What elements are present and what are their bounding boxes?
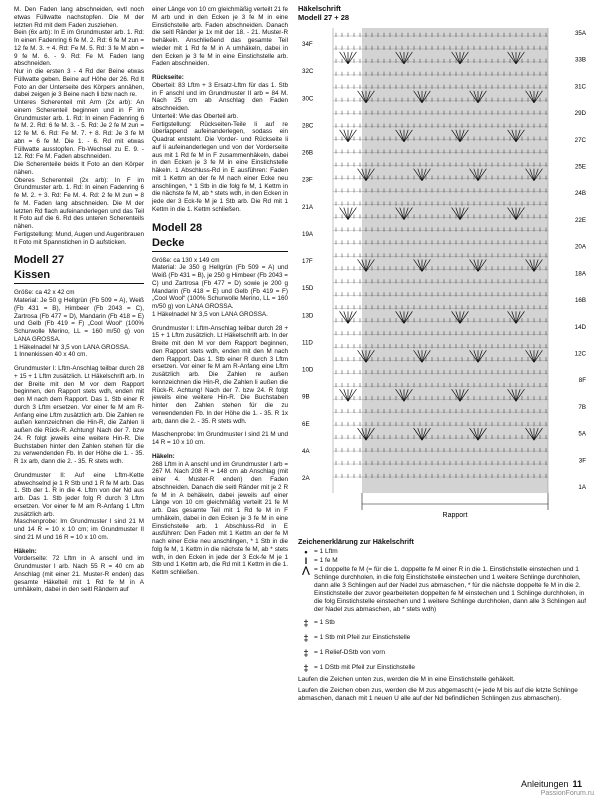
row-label-right: 29D xyxy=(574,110,586,118)
row-label-left: 10D xyxy=(302,366,314,374)
treble-icon: ‡ xyxy=(303,618,309,628)
legend-item: ‡ = 1 Stb mit Pfeil zur Einstichstelle xyxy=(298,634,590,642)
cluster-stitch xyxy=(344,311,348,323)
cluster-stitch xyxy=(348,208,352,220)
haekeln-heading: Häkeln: xyxy=(152,452,175,460)
cushion-info: 1 Innenkissen 40 x 40 cm. xyxy=(14,351,88,359)
row-label-right: 24B xyxy=(574,190,586,198)
row-label-left: 6E xyxy=(302,420,310,428)
cluster-stitch xyxy=(344,52,348,64)
dtr-arrow-icon: ‡ xyxy=(303,663,309,673)
haekeln-heading: Häkeln: xyxy=(14,547,37,555)
cluster-stitch xyxy=(348,311,356,323)
legend-note: Laufen die Zeichen unten zus, werden die M in eine Einstichstelle gehäkelt. xyxy=(298,676,515,683)
page-number: 11 xyxy=(572,779,582,789)
row-label-left: 19A xyxy=(302,230,314,238)
row-label-right: 22E xyxy=(574,216,586,224)
row-label-right: 20A xyxy=(574,243,586,251)
paragraph: Bein (6x arb): In E im Grundmuster arb. 1. Rd: In einen Fadenring 6 fe M. 2. Rd: 6 fe M zun = 12 fe M. 3. + 4. Rd: Fe M. 5. Rd: 3 fe M abn = 9 fe M. 6. - 9. Rd: Fe M. Faden lang abschneiden. xyxy=(14,29,144,68)
pattern-2: Grundmuster II: Auf eine Lftm-Kette abwechselnd je 1 R Stb und 1 R fe M arb. Das 1. Stb der 1. R in die 4. Lftm von der Nd aus arb. Das 1. Stb jeder folg R durch 3 Lftm ersetzen. Vor einer fe M am R-Anfang 1 Lftm zusätzlich arb. xyxy=(14,471,144,518)
cluster-stitch xyxy=(348,52,352,64)
paragraph: Die Scherenteile beids lt Foto an den Körper nähen. xyxy=(14,161,144,176)
column-middle xyxy=(152,6,288,577)
row-label-left: 11D xyxy=(302,339,313,347)
gauge: Maschenprobe: Im Grundmuster I sind 21 M und 14 R = 10 x 10 cm. xyxy=(152,431,288,446)
paragraph: 268 Lftm in A anschl und im Grundmuster I arb = 267 M. Nach 208 R = 148 cm ab Anschlag (mit einer 4. Muster-R enden) den Faden abschneiden. Danach die seitl Ränder mit je 2 R fe M in A behäkeln, dabei jeweils auf einer Länge von 10 cm gleichmäßig verteilt 21 fe M arb. Das gesamte Teil mit 1 Rd fe M in F umhäkeln, dabei in den Ecken je 3 fe M in eine Einstichstelle arb. 1 Abschluss-Rd in E ausführen: Den Faden mit 1 Kettm an der fe M nach einer Ecke neu anschlingen, * 1 Stb in die folg fe M, 1 Kettm in die nächste fe M, ab * stets wdh, in den Ecken in jede der 3 Eck-fe M je 1 Stb und 1 Kettm arb, die Rd mit 1 Kettm in die 1. Kettm schließen. xyxy=(152,460,288,576)
material-info: Material: Je 50 g Hellgrün (Fb 509 = A), Weiß (Fb 431 = B), Himbeer (Fb 2043 = C), Zartrosa (Fb 477 = D), Mandarin (Fb 418 = E) und Gelb (Fb 419 = F) „Cool Wool“ (100% Schurwolle Merino, LL = 160 m/50 g) von LANA GROSSA. xyxy=(14,297,144,343)
cluster-stitch xyxy=(344,389,348,401)
row-label-right: 25E xyxy=(574,163,586,171)
cluster-stitch xyxy=(348,130,356,142)
cluster-stitch xyxy=(340,208,348,220)
row-label-left: 9B xyxy=(302,393,310,401)
paragraph: Nur in die ersten 3 - 4 Rd der Beine etwas Füllwatte geben. Beine auf Höhe der 26. Rd lt Foto an der Unterseite des Körpers annähen, dabei zeigen je 3 Beine nach li bzw nach re. xyxy=(14,68,144,99)
cluster-stitch xyxy=(340,130,348,142)
row-label-left: 13D xyxy=(302,312,314,320)
row-label-left: 17F xyxy=(302,258,313,265)
treble-arrow-icon: ‡ xyxy=(303,633,309,643)
watermark: PassionForum.ru xyxy=(540,790,594,797)
column-left xyxy=(14,6,144,594)
paragraph: Oberes Scherenteil (2x arb): In F im Grundmuster arb. 1. Rd: In einen Fadenring 6 fe M. 2. + 3. Rd: Fe M. 4. Rd: 2 fe M zun = 8 fe M. Faden lang abschneiden. Die M der letzten Rd flach aufeinanderlegen und das Teil lt Foto auf die 6. Rd des unteren Scherenteils nähen. xyxy=(14,176,144,230)
row-label-right: 14D xyxy=(574,323,586,331)
model-28-subtitle: Decke xyxy=(152,237,288,252)
rapport-label: Rapport xyxy=(442,512,468,519)
row-label-left: 32C xyxy=(302,68,314,76)
rueckseite-heading: Rückseite: xyxy=(152,74,184,81)
cluster-stitch xyxy=(344,208,348,220)
row-label-left: 34F xyxy=(302,41,313,48)
row-label-right: 35A xyxy=(574,30,586,37)
row-label-right: 18A xyxy=(574,270,586,278)
material-info: Material: Je 350 g Hellgrün (Fb 509 = A) und Weiß (Fb 431 = B), je 250 g Himbeer (Fb 2043 = C) und Zartrosa (Fb 477 = D) sowie je 200 g Mandarin (Fb 418 = E) und Gelb (Fb 419 = F) „Cool Wool“ (100% Schurwolle Merino, LL = 160 m/50 g) von LANA GROSSA. xyxy=(152,264,288,310)
paragraph: Unterteil: Wie das Oberteil arb. xyxy=(152,112,239,120)
row-label-right: 3F xyxy=(578,457,586,465)
cluster-stitch xyxy=(340,52,348,64)
cluster-stitch xyxy=(348,311,352,323)
relief-dtr-icon: ‡ xyxy=(303,648,309,658)
row-label-left: 2A xyxy=(302,475,310,482)
chain-symbol-icon: • xyxy=(304,547,308,557)
legend-item: ⋀ = 1 doppelte fe M (= für die 1. doppelte fe M einer R in die 1. Einstichstelle einstechen und 1 Schlinge durchholen, in die folg Einstichstelle einstechen und 1 weitere Schlinge durchholen, dann alle 3 Schlingen auf der Nadel zus abmaschen, * für die nächste doppelte fe M in die 2. Einstichstelle der zuvor gearbeiteten doppelten fe M einstechen und 1 Schlinge durchholen, in die folg Einstichstelle einstechen und 1 weitere Schlinge durchholen, dann alle 3 Schlingen auf der Nadel zus abmaschen, ab * stets wdh) xyxy=(298,566,590,614)
row-label-right: 16B xyxy=(574,297,586,305)
legend-note: Laufen die Zeichen oben zus, werden die M zus abgemascht (= jede M bis auf die letzte Schlinge abmaschen, danach mit 1 neuen U alle auf der Nd befindlichen Schlingen zus abmaschen). xyxy=(298,687,578,702)
legend-item: ‡ = 1 DStb mit Pfeil zur Einstichstelle xyxy=(298,664,590,672)
paragraph: Vorderseite: 72 Lftm in A anschl und im Grundmuster I arb. Nach 55 R = 40 cm ab Anschlag (mit einer 21. Muster-R enden) das gesamte Häkelteil mit 1 Rd fe M in A umhäkeln, dabei in den seitl Rändern auf xyxy=(14,555,144,594)
size-info: Größe: ca 42 x 42 cm xyxy=(14,289,75,297)
hook-info: 1 Häkelnadel Nr 3,5 von LANA GROSSA. xyxy=(152,310,268,318)
cluster-stitch xyxy=(348,52,356,64)
legend-item: ‡ = 1 Relief-DStb von vorn xyxy=(298,649,590,657)
single-crochet-icon: I xyxy=(304,556,308,566)
paragraph: Oberteil: 83 Lftm + 3 Ersatz-Lftm für das 1. Stb in F anschl und im Grundmuster II arb = 84 M. Nach 25 cm ab Anschlag den Faden abschneiden. xyxy=(152,81,288,112)
row-label-right: 31C xyxy=(574,83,586,91)
cluster-stitch xyxy=(348,389,352,401)
cluster-stitch xyxy=(340,311,348,323)
paragraph: Fertigstellung: Mund, Augen und Augenbrauen lt Foto mit Spannstichen in D aufsticken. xyxy=(14,230,144,246)
row-label-left: 23F xyxy=(302,176,313,184)
section-label: Anleitungen xyxy=(520,779,569,789)
paragraph: Unteres Scherenteil mit Arm (2x arb): An einem Scherenteil beginnen und in F im Grundmuster arb. 1. Rd: In einen Fadenring 6 fe M. 2. Rd: 6 fe M. 3. - 5. Rd: Je 2 fe M zun = 12 fe M. 6. Rd: Fe M. 7. + 8. Rd: Je 3 fe M abn = 6 fe M. Die 1. - 6. Rd mit etwas Füllwatte ausstopfen. Fb-Wechsel zu E. 9. - 12. Rd: Fe M. Faden abschneiden. xyxy=(14,99,144,161)
row-label-right: 27C xyxy=(574,136,586,144)
row-label-left: 28C xyxy=(302,122,314,130)
hook-info: 1 Häkelnadel Nr 3,5 von LANA GROSSA. xyxy=(14,343,130,351)
row-label-left: 15D xyxy=(302,285,314,293)
legend-item: • = 1 Lftm xyxy=(298,548,590,556)
cluster-stitch xyxy=(348,130,352,142)
cluster-stitch xyxy=(348,389,356,401)
page-footer xyxy=(521,779,582,789)
gauge: Maschenprobe: Im Grundmuster I sind 21 M und 14 R = 10 x 10 cm; im Grundmuster II sind 21 M und 16 R = 10 x 10 cm. xyxy=(14,518,144,541)
cluster-stitch xyxy=(344,130,348,142)
row-label-right: 1A xyxy=(578,484,586,491)
row-label-right: 12C xyxy=(574,350,586,358)
cluster-stitch xyxy=(340,389,348,401)
row-label-left: 21A xyxy=(302,203,314,211)
paragraph: einer Länge von 10 cm gleichmäßig verteilt 21 fe M arb und in den Ecken je 3 fe M in eine Einstichstelle arb. Faden abschneiden. Danach die seitl Ränder je 1x mit der 18. - 21. Muster-R behäkeln. Anschließend das gesamte Teil wieder mit 1 Rd fe M in A umhäkeln, dabei in den Ecken je 3 fe M in eine Einstichstelle arb. Faden abschneiden. xyxy=(152,6,288,68)
crochet-chart-svg xyxy=(290,24,588,520)
row-label-right: 33B xyxy=(574,56,586,64)
legend-item: ‡ = 1 Stb xyxy=(298,619,590,627)
crochet-chart xyxy=(290,24,588,520)
pattern-1: Grundmuster I: Lftm-Anschlag teilbar durch 28 + 15 + 1 Lftm zusätzlich. Lt Häkelschrift arb. In der Breite mit den M vor dem Rapport beginnen, den Rapport stets wdh, enden mit den M nach dem Rapport. Das 1. Stb einer R durch 3 Lftm ersetzen. Vor einer fe M am R-Anfang eine Lftm zusätzlich arb. Die Zahlen re außen kennzeichnen die Hin-R, die Zahlen li außen die Rück-R. Achtung! Nach der 7. bzw 24. R folgt jeweils eine weitere Hin-R. Die Buchstaben hinter den Zahlen stehen für die zu verwendenden Fb. In der Höhe die 1. - 35. R 1x arb, dann die 2. - 35. R stets wdh. xyxy=(152,324,288,425)
cluster-stitch xyxy=(348,208,356,220)
chart-legend xyxy=(298,538,590,703)
paragraph: M. Den Faden lang abschneiden, evtl noch etwas Füllwatte nachstopfen. Die M der letzten Rd mit dem Faden zusziehen. xyxy=(14,6,144,29)
row-label-left: 4A xyxy=(302,447,310,455)
chart-title: Häkelschrift Modell 27 + 28 xyxy=(298,4,350,22)
row-label-right: 8F xyxy=(578,377,586,385)
double-sc-icon: ⋀ xyxy=(302,565,310,575)
row-label-left: 30C xyxy=(302,95,314,103)
row-label-right: 7B xyxy=(578,403,586,411)
model-27-subtitle: Kissen xyxy=(14,269,144,284)
size-info: Größe: ca 130 x 149 cm xyxy=(152,256,220,264)
model-27-title: Modell 27 xyxy=(14,254,65,267)
model-28-title: Modell 28 xyxy=(152,221,203,234)
row-label-right: 5A xyxy=(578,430,586,438)
legend-title: Zeichenerklärung zur Häkelschrift xyxy=(298,537,414,546)
legend-item: I = 1 fe M xyxy=(298,557,590,565)
paragraph: Fertigstellung: Rückseiten-Teile li auf re überlappend aufeinanderlegen, sodass ein Quadrat entsteht. Die Vorder- und Rückseite li auf li aufeinanderlegen und von der Vorderseite aus mit 1 Rd fe M in F zusammenhäkeln, dabei in den Ecken je 3 fe M in eine Einstichstelle häkeln. 1 Abschluss-Rd in E ausführen: Faden mit 1 Kettm an der fe M nach einer Ecke neu anschlingen, * 1 Stb in die folg fe M, 1 Kettm in die nächste fe M, ab * stets wdh, in den Ecken in jede der 3 Eck-fe M je 1 Stb arb. Die Rd mit 1 Kettm in die 1. Kettm schließen. xyxy=(152,120,288,213)
row-label-left: 26B xyxy=(302,149,314,157)
pattern-1: Grundmuster I: Lftm-Anschlag teilbar durch 28 + 15 + 1 Lftm zusätzlich. Lt Häkelschrift arb. In der Breite mit den M vor dem Rapport beginnen, den Rapport stets wdh, enden mit den M nach dem Rapport. Das 1. Stb einer R durch 3 Lftm ersetzen. Vor einer fe M am R-Anfang eine Lftm zusätzlich arb. Die Zahlen re außen kennzeichnen die Hin-R, die Zahlen li außen die Rück-R. Achtung! Nach der 7. bzw 24. R folgt jeweils eine weitere Hin-R. Die Buchstaben hinter den Zahlen stehen für die zu verwendenden Fb. In der Höhe die 1. - 35. R 1x arb, dann die 2. - 35. R stets wdh. xyxy=(14,365,144,465)
